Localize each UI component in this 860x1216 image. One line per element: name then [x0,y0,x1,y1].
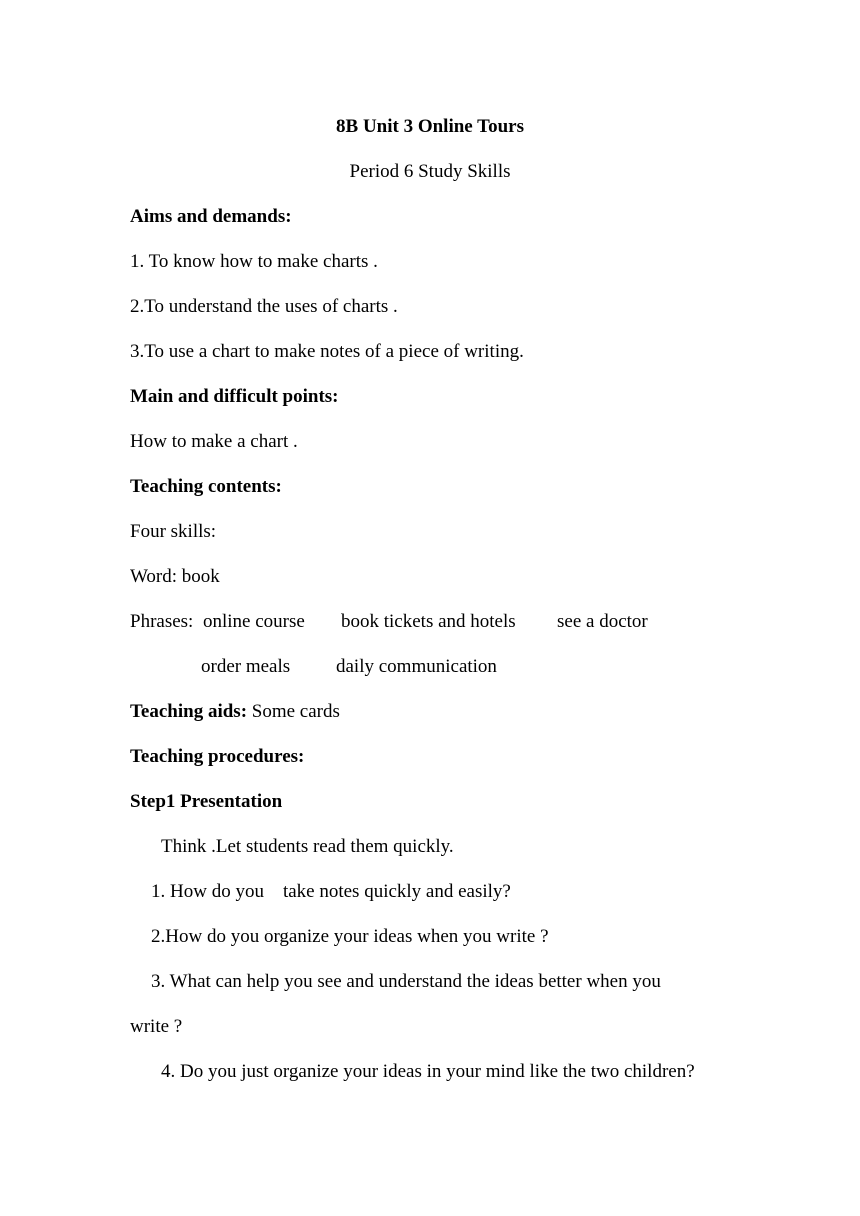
teaching-aids-label: Teaching aids: [130,701,248,722]
procedures-heading: Teaching procedures: [130,746,305,767]
four-skills-label: Four skills: [130,521,217,542]
main-points-heading: Main and difficult points: [130,386,339,407]
question-1: 1. How do you take notes quickly and easily? [151,881,511,902]
question-3: 3. What can help you see and understand the ideas better when you [151,971,661,992]
step1-intro: Think .Let students read them quickly. [161,836,454,857]
phrase-item: see a doctor [557,611,648,632]
aim-item-2: 2.To understand the uses of charts . [130,296,398,317]
step1-heading: Step1 Presentation [130,791,283,812]
aim-item-3: 3.To use a chart to make notes of a piece of writing. [130,341,524,362]
teaching-aids-line [130,700,340,724]
aim-item-1: 1. To know how to make charts . [130,251,378,272]
contents-heading: Teaching contents: [130,476,282,497]
phrases-label: Phrases: [130,611,194,632]
phrase-item: order meals [201,656,291,677]
document-title: 8B Unit 3 Online Tours [336,116,524,137]
main-points-text: How to make a chart . [130,431,298,452]
word-line: Word: book [130,566,220,587]
document-subtitle: Period 6 Study Skills [349,161,511,182]
question-3-continued: write ? [130,1016,183,1037]
phrase-item: daily communication [336,656,497,677]
question-2: 2.How do you organize your ideas when you write ? [151,926,549,947]
phrase-item: book tickets and hotels [341,611,516,632]
teaching-aids-text: Some cards [247,701,340,722]
aims-heading: Aims and demands: [130,206,292,227]
question-4: 4. Do you just organize your ideas in your mind like the two children? [161,1061,695,1082]
phrase-item: online course [203,611,305,632]
